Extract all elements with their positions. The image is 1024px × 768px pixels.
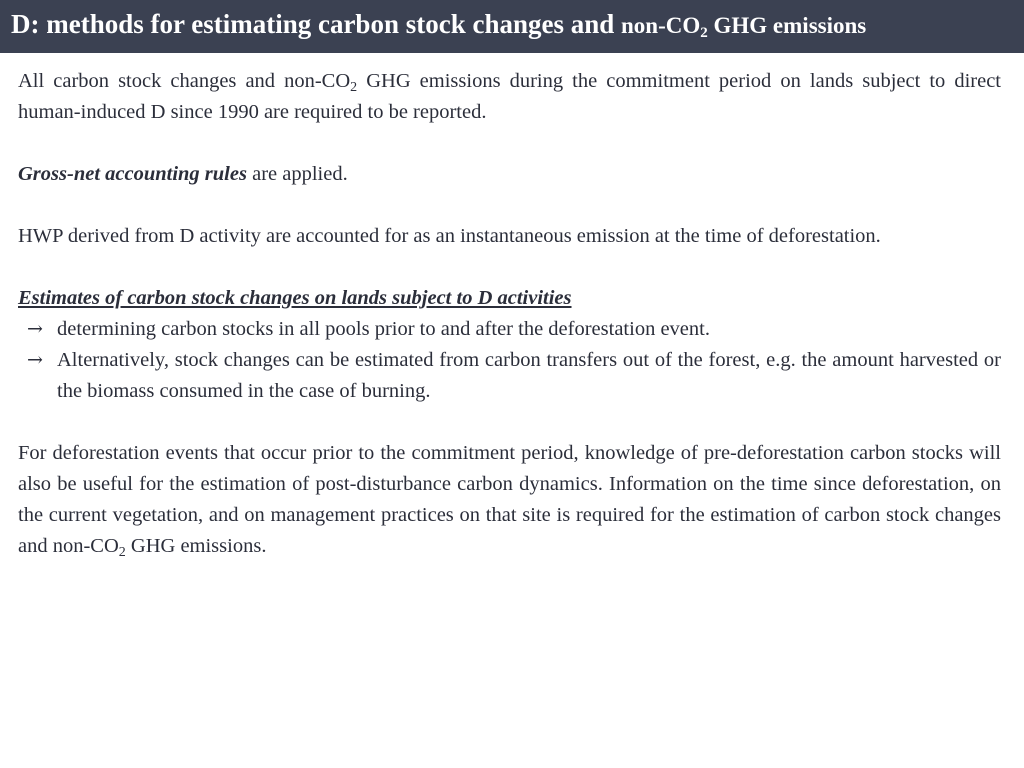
hwp-paragraph: HWP derived from D activity are accounted for as an instantaneous emission at the time of deforestation.	[18, 225, 881, 247]
arrow-right-icon: →	[27, 349, 43, 371]
title-bar	[0, 0, 1024, 53]
page-title-co2-subscript: 2	[700, 25, 708, 41]
para1-text-start: All carbon stock changes and non-CO	[18, 70, 351, 92]
accounting-rules-paragraph	[18, 159, 1001, 190]
page-title-main: D: methods for estimating carbon stock changes and	[11, 9, 622, 39]
para1-text-end: GHG emissions during the commitment period on lands subject to direct human-induced D since 1990 are required to be reported.	[18, 70, 1001, 123]
para4-text-start: For deforestation events that occur prior to the commitment period, knowledge of pre-deforestation carbon stocks will also be useful for the estimation of post-disturbance carbon dynamics. Information on the time since deforestation, on the current vegetation, and on management practices on that site is required for the estimation of carbon stock changes and non-CO	[18, 442, 1001, 557]
list-item	[18, 314, 1001, 345]
list-item-text: Alternatively, stock changes can be estimated from carbon transfers out of the forest, e.g. the amount harvested or the biomass consumed in the case of burning.	[57, 349, 1001, 402]
estimation-methods-list	[18, 314, 1001, 407]
accounting-rules-emphasis: Gross-net accounting rules	[18, 163, 247, 185]
para1-co2-subscript: 2	[350, 80, 358, 95]
accounting-rules-rest: are applied.	[246, 163, 348, 185]
slide-body	[18, 66, 1001, 593]
arrow-right-icon: →	[27, 318, 43, 340]
list-item-text: determining carbon stocks in all pools prior to and after the deforestation event.	[57, 318, 710, 340]
reporting-requirement-paragraph	[18, 66, 1001, 128]
section-heading: Estimates of carbon stock changes on lands subject to D activities	[18, 287, 572, 309]
para4-co2-subscript: 2	[118, 545, 126, 560]
page-title-co2-prefix: non-CO	[621, 13, 701, 38]
para4-text-end: GHG emissions.	[125, 535, 267, 557]
prior-deforestation-paragraph	[18, 438, 1001, 562]
list-item	[18, 345, 1001, 407]
page-title-ghg	[621, 13, 867, 41]
page-title-suffix: GHG emissions	[707, 13, 867, 38]
